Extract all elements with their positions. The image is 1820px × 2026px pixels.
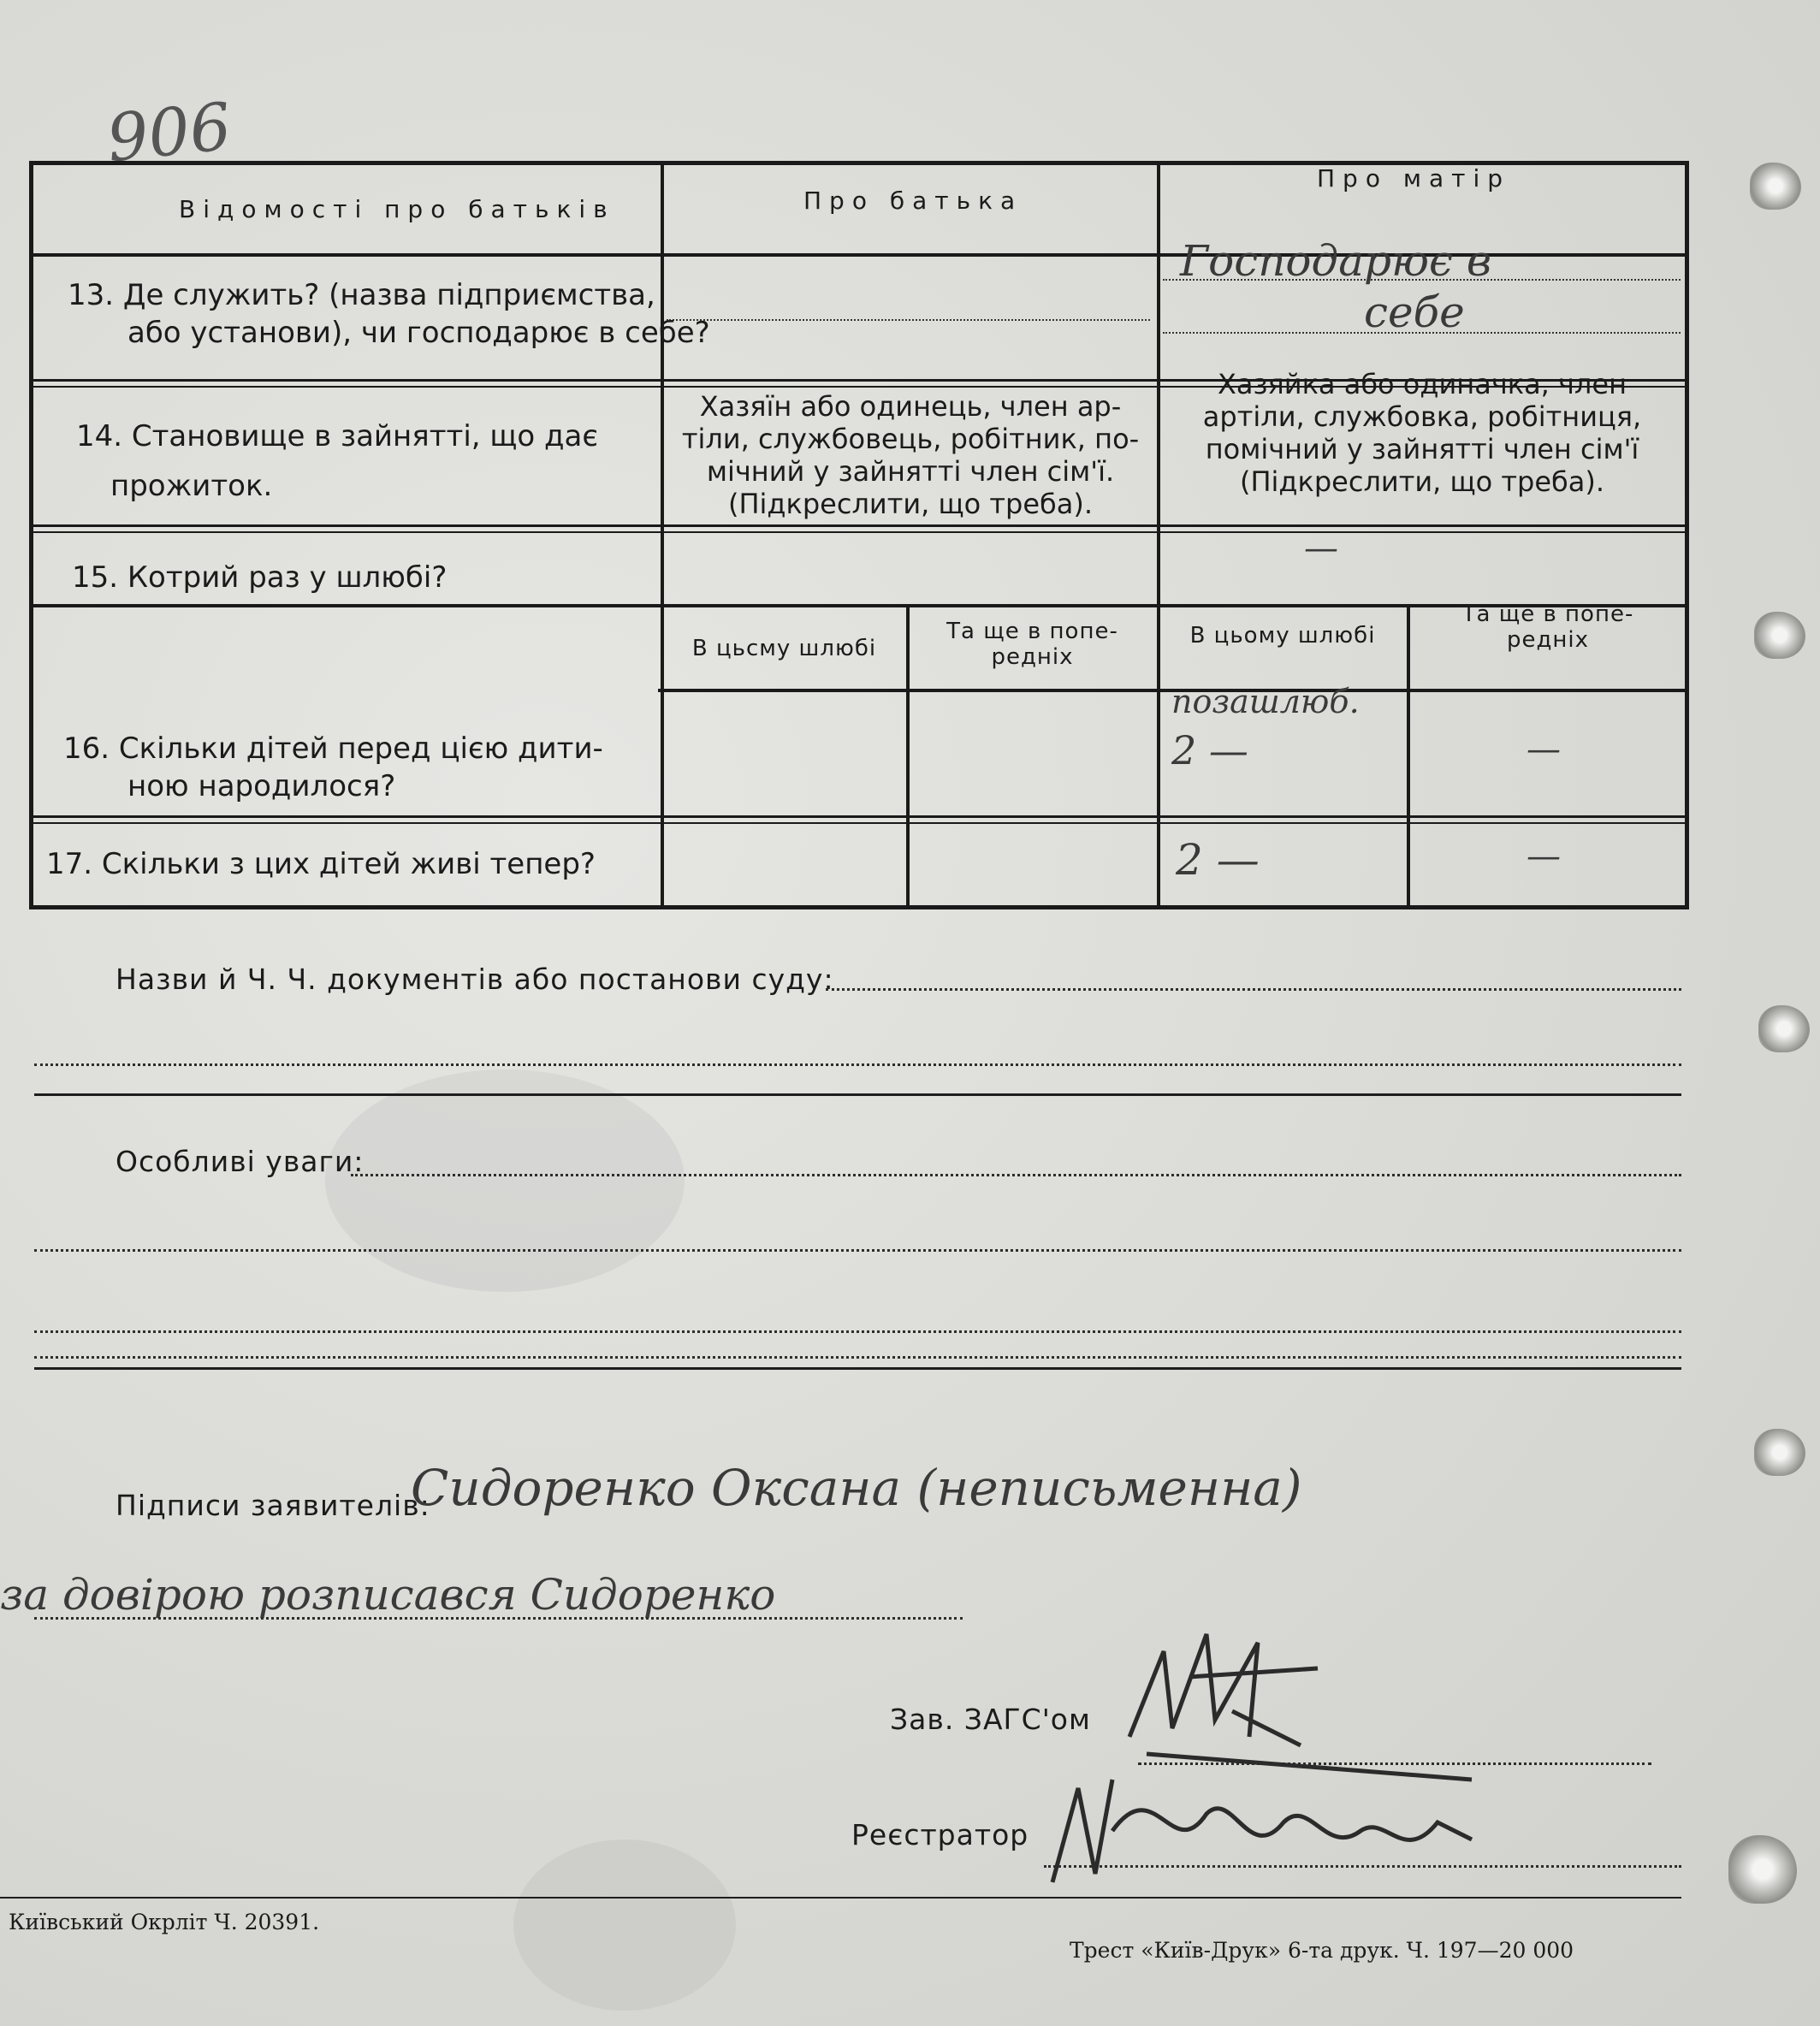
applicant-signature: Сидоренко Оксана (неписьменна) — [411, 1459, 1302, 1517]
notes-field — [351, 1174, 1681, 1176]
father-employment-options: Хазяїн або одинець, член ар- тіли, службовець, робітник, по- мічний у зайнятті член сім'ї. (Підкреслити, що треба). — [681, 390, 1140, 520]
punch-hole — [1754, 612, 1805, 659]
notes-field-line — [34, 1249, 1681, 1252]
mother-children-born-answer: позашлюб. 2 — — [1171, 683, 1360, 773]
punch-hole — [1754, 1429, 1805, 1476]
header-about-mother: Про матір — [1317, 164, 1511, 193]
mother-workplace-answer: Господарює в — [1180, 236, 1492, 286]
printer-imprint-left: Київський Окрліт Ч. 20391. — [9, 1910, 320, 1934]
footer-divider — [0, 1897, 1681, 1899]
subheader-father-previous: Та ще в попе- редніх — [946, 619, 1118, 670]
paper-stain — [513, 1839, 736, 2011]
registrar-label: Реєстратор — [851, 1818, 1029, 1851]
mother-children-prev-answer: — — [1527, 730, 1561, 769]
documents-field — [826, 988, 1681, 991]
mother-children-alive-prev-answer: — — [1527, 837, 1561, 876]
header-about-father: Про батька — [803, 187, 1023, 215]
header-parents-info: Відомості про батьків — [179, 195, 615, 223]
applicants-signatures-label: Підписи заявителів: — [116, 1489, 430, 1522]
section-divider — [34, 1093, 1681, 1096]
mother-employment-options: Хазяйка або одиначка, член артіли, службовка, робітниця, помічний у зайнятті член сім'ї (Підкреслити, що треба). — [1202, 368, 1642, 498]
notes-label: Особливі уваги: — [116, 1145, 365, 1178]
zags-head-label: Зав. ЗАГС'ом — [890, 1703, 1091, 1736]
question-13: 13. Де служить? (назва підприємства, або установи), чи господарює в себе? — [68, 278, 710, 350]
subheader-mother-this-marriage: В цьому шлюбі — [1189, 623, 1376, 649]
question-17: 17. Скільки з цих дітей живі тепер? — [46, 847, 596, 881]
question-15: 15. Котрий раз у шлюбі? — [72, 560, 448, 595]
archive-number: 906 — [103, 87, 235, 177]
paper-stain — [325, 1069, 685, 1292]
subheader-father-this-marriage: В цьсму шлюбі — [691, 636, 877, 661]
section-divider — [34, 1367, 1681, 1370]
printer-imprint-right: Трест «Київ-Друк» 6-та друк. Ч. 197—20 000 — [1070, 1938, 1574, 1963]
punch-hole — [1728, 1835, 1797, 1904]
parents-info-table — [29, 161, 1689, 909]
punch-hole — [1758, 1005, 1810, 1052]
signature-line — [34, 1617, 963, 1620]
documents-label: Назви й Ч. Ч. документів або постанови суду: — [116, 963, 834, 996]
mother-children-alive-answer: 2 — — [1176, 835, 1260, 885]
question-14: 14. Становище в зайнятті, що дає прожиток. — [76, 419, 599, 503]
mother-marriage-count-answer: — — [1304, 529, 1338, 568]
punch-hole — [1750, 163, 1801, 210]
documents-field-line — [34, 1063, 1681, 1066]
mother-workplace-answer-cont: себе — [1364, 287, 1465, 337]
question-16: 16. Скільки дітей перед цією дити- ною народилося? — [63, 732, 603, 803]
notes-field-line — [34, 1356, 1681, 1359]
notes-field-line — [34, 1330, 1681, 1333]
applicant-signature-proxy: за довірою розписався Сидоренко — [0, 1570, 776, 1620]
subheader-mother-previous: Та ще в попе- редніх — [1461, 601, 1634, 653]
